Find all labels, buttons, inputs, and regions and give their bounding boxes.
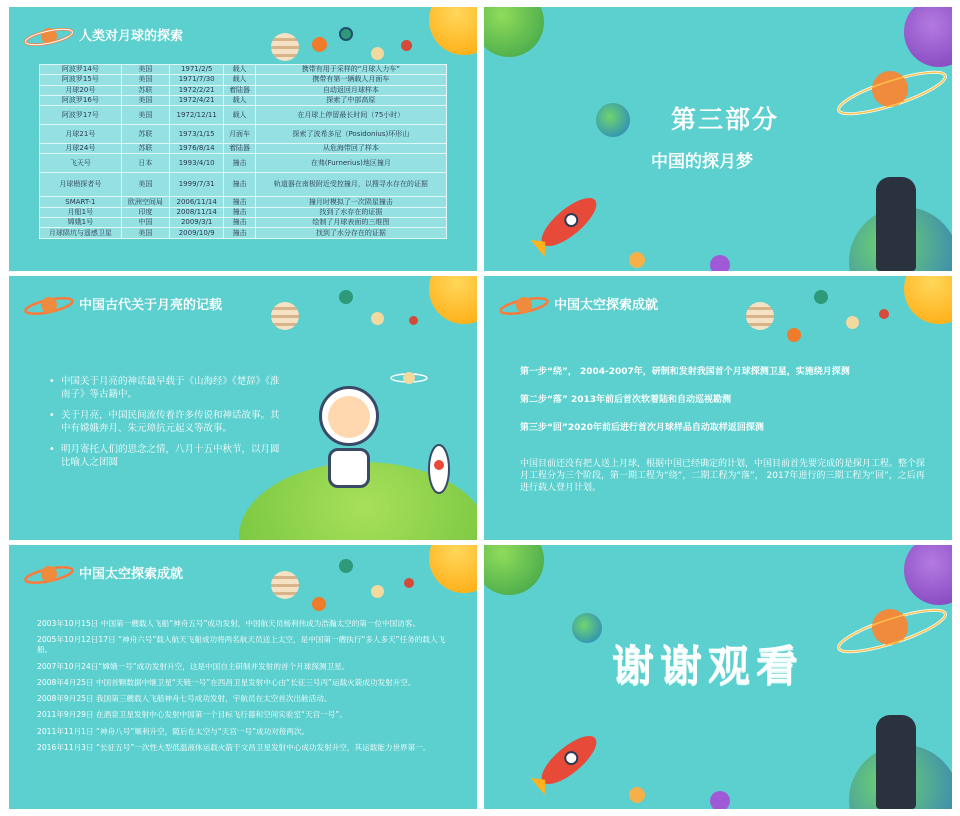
table-row: 飞天号 日本 1993/4/10 撞击 在弗(Furnerius)地区撞月 [40, 154, 447, 173]
table-row: 月球21号 苏联 1973/1/15 月面车 探索了波希多尼（Posidonius)环形山 [40, 125, 447, 144]
list-item: 2008年4月25日 中国首颗数据中继卫星“天链一号”在西昌卫星发射中心由“长征三号丙”运载火箭成功发射升空。 [37, 677, 416, 687]
rocket-icon [419, 441, 459, 501]
table-row: 阿波罗15号 美国 1971/7/30 载人 携带有第一辆载人月面车 [40, 75, 447, 85]
ringed-planet-icon [832, 595, 952, 665]
rocket-icon [524, 725, 614, 795]
planet-icon [339, 290, 353, 304]
sun-icon [904, 276, 952, 324]
ringed-planet-icon [832, 57, 952, 127]
step-item: 第一步“绕”， 2004-2007年，研制和发射我国首个月球探测卫星，实施绕月探测 [520, 367, 850, 377]
planet-icon [409, 316, 418, 325]
list-item: 2007年10月24日“嫦娥一号”成功发射升空，这是中国自主研制并发射的首个月球探测卫星。 [37, 661, 350, 671]
planet-icon [339, 559, 353, 573]
green-planet-icon [484, 7, 544, 57]
planet-icon [371, 585, 384, 598]
green-planet-icon [484, 545, 544, 595]
table-row: 阿波罗16号 美国 1972/4/21 载人 探索了中部高原 [40, 95, 447, 105]
slide-title: 中国古代关于月亮的记载 [79, 298, 223, 313]
event-timeline [37, 619, 457, 759]
planet-icon [710, 255, 730, 271]
list-item: • 明月寄托人们的思念之情，八月十五中秋节，以月圆比喻人之团圆 [49, 443, 284, 469]
list-item: 2011年11月1日 “神舟八号”顺利升空，随后在太空与“天宫一号”成功对接两次。 [37, 726, 310, 736]
slide-moon-exploration-table[interactable] [9, 7, 477, 271]
planet-icon [401, 40, 412, 51]
table-row: 月球20号 苏联 1972/2/21 着陆器 自动返回月球样本 [40, 85, 447, 95]
table-row: 月球陨坑与遥感卫星 美国 2009/10/9 撞击 找到了水分存在的证据 [40, 228, 447, 238]
planet-icon [710, 791, 730, 809]
planet-icon [787, 328, 801, 342]
slide-section-three[interactable] [484, 7, 952, 271]
slide-title: 人类对月球的探索 [79, 29, 184, 44]
saturn-logo-icon [23, 559, 75, 589]
list-item: 2016年11月3日 “长征五号”一次性大型低温液体运载火箭于文昌卫星发射中心成功发射升空，其运载能力世界第一。 [37, 743, 431, 753]
sun-icon [429, 7, 477, 55]
list-item: 2005年10月12日17日 “神舟六号”载人航天飞船成功将两名航天员送上太空，是中国第一艘执行“多人多天”任务的载人飞船。 [37, 635, 446, 655]
table-row: 阿波罗14号 美国 1971/2/5 载人 携带有用于采样的“月球人力车” [40, 65, 447, 75]
planet-icon [879, 309, 889, 319]
moon-missions-table [39, 64, 447, 239]
slide-space-achievements-steps[interactable] [484, 276, 952, 540]
step-item: 第二步“落” 2013年前后首次软着陆和自动巡视勘测 [520, 395, 732, 405]
planet-icon [629, 787, 645, 803]
step-list [520, 364, 920, 448]
planet-icon [746, 302, 774, 330]
earth-icon [596, 103, 630, 137]
section-subtitle: 中国的探月梦 [651, 152, 753, 172]
slide-space-achievements-timeline[interactable] [9, 545, 477, 809]
planet-icon [371, 312, 384, 325]
table-row: SMART-1 欧洲空间局 2006/11/14 撞击 撞月时模拟了一次陨星撞击 [40, 197, 447, 207]
planet-icon [339, 27, 353, 41]
bullet-list [49, 375, 284, 477]
list-item: 2008年9月25日 我国第三艘载人飞船神舟七号成功发射，宇航员在太空首次出舱活动。 [37, 694, 332, 704]
table-row: 月球勘探者号 美国 1999/7/31 撞击 轨道器在南极附近受控撞月，以搜寻水存在的证据 [40, 173, 447, 197]
planet-icon [271, 571, 299, 599]
section-heading: 第三部分 [671, 105, 780, 134]
planet-icon [312, 37, 327, 52]
sun-icon [429, 276, 477, 324]
boy-with-binoculars-icon [876, 715, 916, 809]
slide-title: 中国太空探索成就 [79, 567, 184, 582]
table-row: 月船1号 印度 2008/11/14 撞击 找到了水存在的证据 [40, 207, 447, 217]
planet-icon [846, 316, 859, 329]
planet-icon [371, 47, 384, 60]
list-item: 2011年9月29日 在酒泉卫星发射中心发射中国第一个目标飞行器和空间实验室“天宫一号”。 [37, 710, 347, 720]
sun-icon [429, 545, 477, 593]
planet-icon [312, 597, 326, 611]
table-row: 月球24号 苏联 1976/8/14 着陆器 从危海带回了样本 [40, 144, 447, 154]
plan-paragraph: 中国目前还没有把人送上月球，根据中国已经确定的计划，中国目前首先要完成的是探月工程。整个探月工程分为三个阶段，第一期工程为“绕”，二期工程为“落”， 2017年进行的三期工程为“回”，之后再进行载人登月计划。 [520, 459, 926, 493]
planet-icon [629, 252, 645, 268]
planet-icon [814, 290, 828, 304]
saturn-logo-icon [23, 290, 75, 320]
slide-title: 中国太空探索成就 [554, 298, 659, 313]
list-item: • 中国关于月亮的神话最早载于《山海经》《楚辞》《淮南子》等古籍中。 [49, 375, 284, 401]
saturn-logo-icon [498, 290, 550, 320]
earth-icon [572, 613, 602, 643]
planet-icon [404, 578, 414, 588]
step-item: 第三步“回”2020年前后进行首次月球样品自动取样返回探测 [520, 423, 764, 433]
planet-icon [271, 33, 299, 61]
slide-thank-you[interactable] [484, 545, 952, 809]
saturn-logo-icon [23, 21, 75, 51]
thank-you-heading: 谢谢观看 [612, 641, 805, 690]
table-row: 嫦娥1号 中国 2009/3/1 撞击 绘制了月球表面的三维图 [40, 218, 447, 228]
planet-icon [271, 302, 299, 330]
rocket-icon [524, 187, 614, 257]
astronaut-boy-icon [314, 386, 384, 496]
list-item: • 关于月亮，中国民间流传着许多传说和神话故事。其中有嫦娥奔月、朱元璋抗元起义等故事。 [49, 409, 284, 435]
ringed-planet-icon [389, 368, 429, 388]
list-item: 2003年10月15日 中国第一艘载人飞船“神舟五号”成功发射，中国航天员杨利伟成为浩瀚太空的第一位中国访客。 [37, 619, 421, 628]
table-row: 阿波罗17号 美国 1972/12/11 载人 在月球上停留最长时间（75小时） [40, 106, 447, 125]
slide-ancient-records[interactable] [9, 276, 477, 540]
boy-with-binoculars-icon [876, 177, 916, 271]
